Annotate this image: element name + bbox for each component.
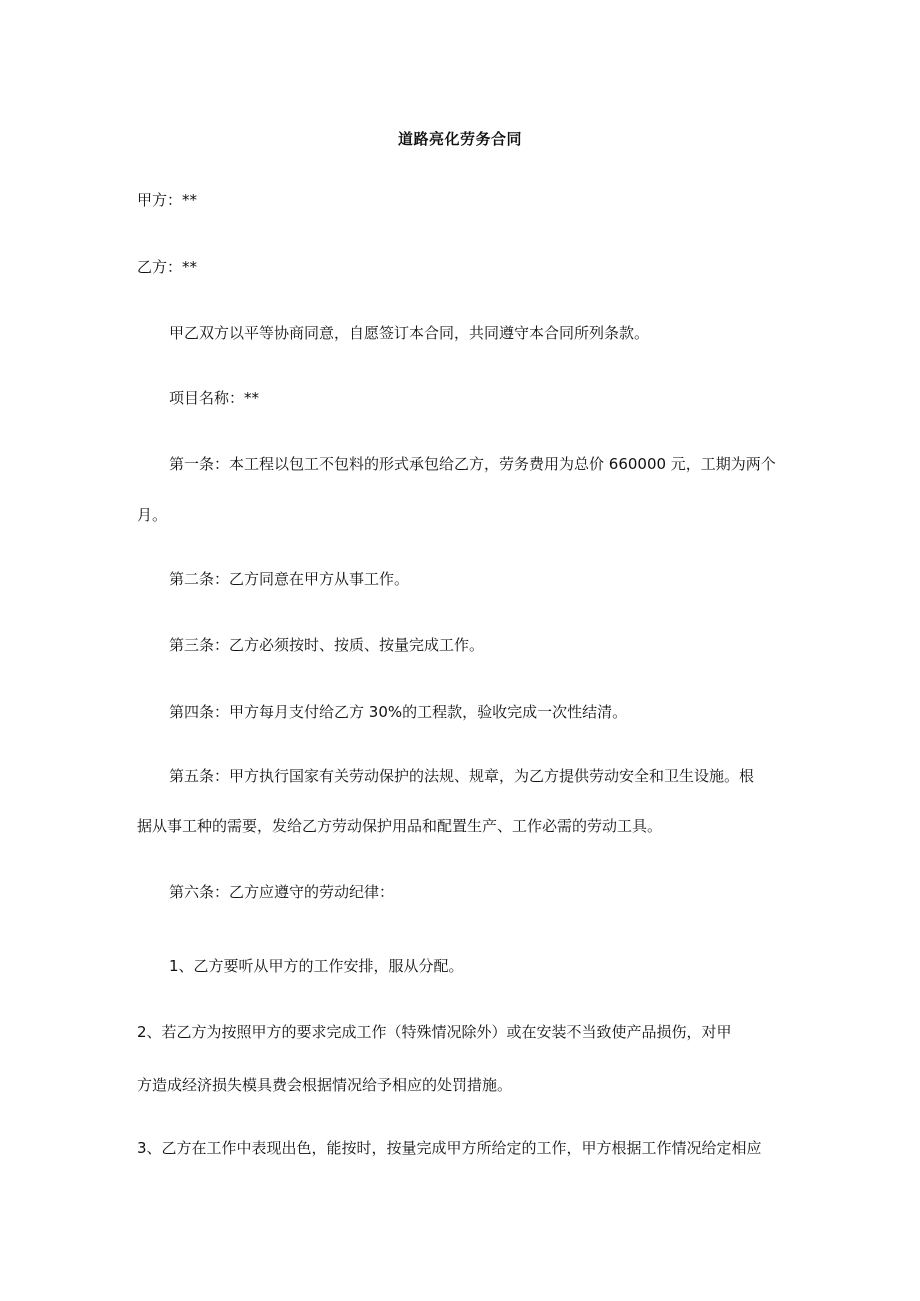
- rule-1: 1、乙方要听从甲方的工作安排，服从分配。: [169, 957, 464, 975]
- article-4: 第四条：甲方每月支付给乙方 30%的工程款，验收完成一次性结清。: [169, 703, 628, 721]
- rule-3-line-1: 3、乙方在工作中表现出色，能按时，按量完成甲方所给定的工作，甲方根据工作情况给定相应: [137, 1139, 762, 1157]
- article-5-line-1: 第五条：甲方执行国家有关劳动保护的法规、规章，为乙方提供劳动安全和卫生设施。根: [169, 767, 755, 785]
- article-5-line-2: 据从事工种的需要，发给乙方劳动保护用品和配置生产、工作必需的劳动工具。: [137, 817, 663, 835]
- project-name-line: 项目名称：**: [169, 389, 260, 407]
- intro-paragraph: 甲乙双方以平等协商同意，自愿签订本合同，共同遵守本合同所列条款。: [169, 324, 650, 342]
- document-title: 道路亮化劳务合同: [397, 130, 522, 148]
- article-1-line-2: 月。: [137, 506, 168, 524]
- article-3: 第三条：乙方必须按时、按质、按量完成工作。: [169, 636, 485, 654]
- article-6: 第六条：乙方应遵守的劳动纪律：: [169, 883, 395, 901]
- party-a-line: 甲方：**: [137, 191, 198, 209]
- article-1-line-1: 第一条：本工程以包工不包料的形式承包给乙方，劳务费用为总价 660000 元，工期为两个: [169, 455, 776, 473]
- rule-2-line-2: 方造成经济损失模具费会根据情况给予相应的处罚措施。: [137, 1076, 513, 1094]
- rule-2-line-1: 2、若乙方为按照甲方的要求完成工作（特殊情况除外）或在安装不当致使产品损伤，对甲: [137, 1023, 732, 1041]
- article-2: 第二条：乙方同意在甲方从事工作。: [169, 570, 410, 588]
- party-b-line: 乙方：**: [137, 258, 198, 276]
